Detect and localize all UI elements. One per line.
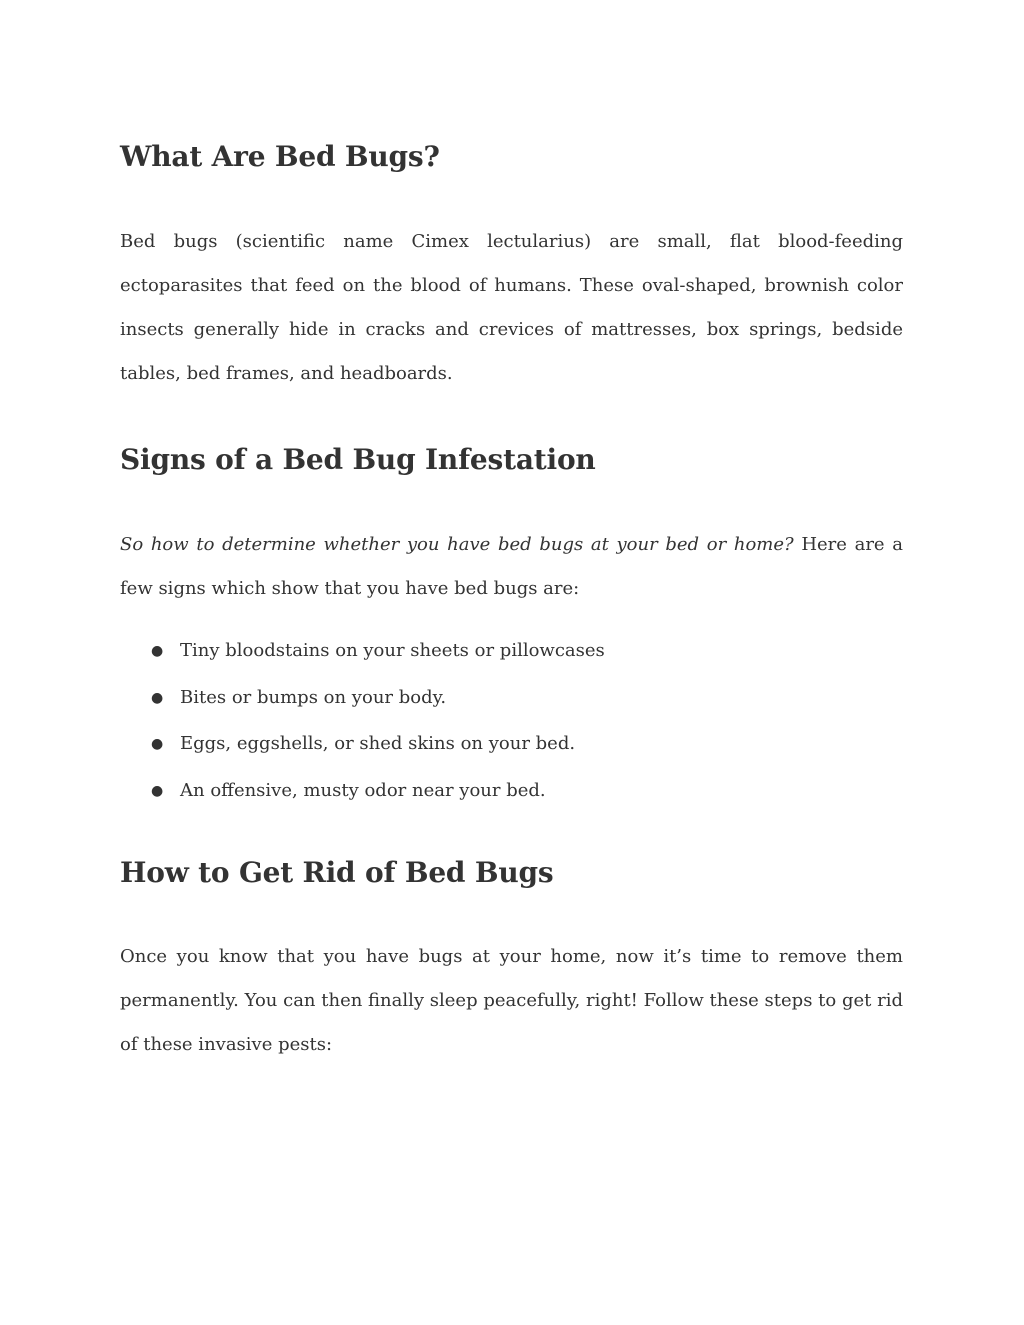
list-item: [120, 636, 903, 683]
bullet-icon: ●: [151, 782, 164, 799]
paragraph-signs-question: So how to determine whether you have bed bugs at your bed or home?: [120, 534, 794, 555]
list-item: [120, 683, 903, 730]
signs-list: [120, 636, 903, 822]
paragraph-bed-bugs-definition: Bed bugs (scientific name Cimex lectularius) are small, flat blood-feeding ectoparasites that feed on the blood of humans. These oval-shaped, brownish color insects generally hide in cracks and crevices of mattresses, box springs, bedside tables, bed frames, and headboards.: [120, 231, 903, 384]
bullet-icon: ●: [151, 736, 164, 752]
heading-signs-of-infestation: Signs of a Bed Bug Infestation: [120, 443, 596, 476]
list-item-text: Eggs, eggshells, or shed skins on your bed.: [180, 733, 576, 754]
list-item-text: Bites or bumps on your body.: [180, 686, 447, 708]
list-item: [120, 776, 903, 823]
bullet-icon: ●: [151, 689, 164, 706]
list-item-text: Tiny bloodstains on your sheets or pillowcases: [180, 640, 605, 661]
list-item-text: An offensive, musty odor near your bed.: [180, 779, 546, 801]
heading-how-to-get-rid: How to Get Rid of Bed Bugs: [120, 856, 554, 889]
paragraph-removal-intro: Once you know that you have bugs at your home, now it’s time to remove them permanently. You can then finally sleep peacefully, right! Follow these steps to get rid of these invasive pests:: [120, 946, 903, 1055]
list-item: [120, 729, 903, 776]
paragraph-signs-rest: Here are a few signs which show that you have bed bugs are:: [120, 534, 903, 599]
bullet-icon: ●: [151, 643, 164, 659]
paragraph-signs-intro: [120, 523, 903, 611]
heading-what-are-bed-bugs: What Are Bed Bugs?: [120, 140, 440, 173]
